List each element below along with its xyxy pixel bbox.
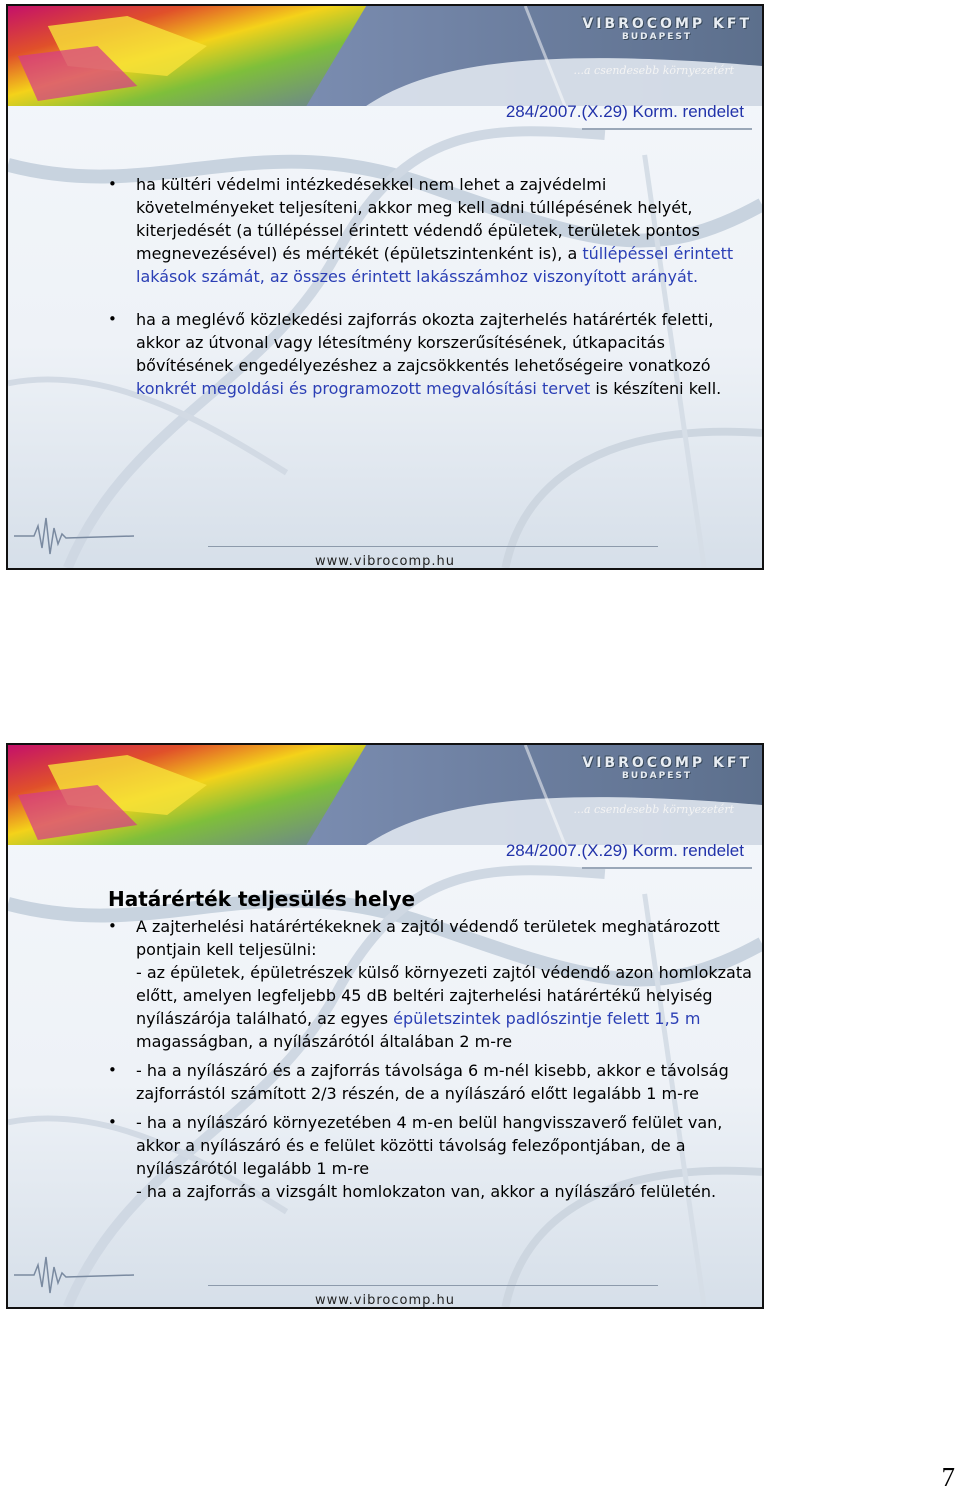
bullet-text: • A zajterhelési határértékeknek a zajtól védendő területek meghatározott pontjain kell teljesülni: [136, 917, 720, 959]
slide-content [108, 173, 738, 417]
bullet-text: - ha a nyílászáró és a zajforrás távolsága 6 m-nél kisebb, akkor e távolság zajforrástól számított 2/3 részén, de a nyílászáró előtt legalább 1 m-re [136, 1061, 729, 1103]
bullet-text: • - ha a nyílászáró környezetében 4 m-en belül hangvisszaverő felület van, akkor a nyílászáró és e felület közötti távolság felezőpontjában, de a nyílászárótól legalább 1 m-re [136, 1113, 723, 1178]
company-logo [582, 755, 752, 781]
logo-city: BUDAPEST [622, 771, 692, 781]
bullet-item [108, 915, 758, 1053]
bullet-text: - ha a zajforrás a vizsgált homlokzaton van, akkor a nyílászáró felületén. [136, 1182, 717, 1201]
logo-tagline: ...a csendesebb környezetért [573, 64, 734, 77]
bullet-item [108, 1111, 758, 1203]
footer-url: www.vibrocomp.hu [314, 1293, 456, 1308]
slide-title: Határérték teljesülés helye [108, 887, 416, 911]
header-divider [582, 867, 752, 869]
highlighted-text: épületszintek padlószintje felett 1,5 m [393, 1009, 701, 1028]
logo-city: BUDAPEST [622, 32, 692, 42]
logo-name: VIBROCOMP KFT [582, 755, 752, 771]
bullet-item [108, 1059, 758, 1105]
bullet-text: magasságban, a nyílászárótól általában 2 m-re [136, 1032, 513, 1051]
slide-1 [6, 4, 764, 570]
slide-content [108, 888, 758, 1220]
bullet-item [108, 173, 738, 288]
page-number: 7 [941, 1462, 955, 1492]
slide-2 [6, 743, 764, 1309]
footer-url: www.vibrocomp.hu [314, 554, 456, 569]
footer-divider [208, 546, 658, 547]
bullet-text: ha kültéri védelmi intézkedésekkel nem lehet a zajvédelmi követelményeket teljesíteni, akkor meg kell adni túllépésének helyét, kiterjedését (a túllépéssel érintett védendő épületek, területek pontos megnevezésével) és mértékét (épületszintenként is), a [136, 175, 700, 263]
highlighted-text: túllépéssel érintett lakások számát, az összes érintett lakásszámhoz viszonyított arányát. [136, 244, 734, 286]
regulation-reference: 284/2007.(X.29) Korm. rendelet [505, 841, 744, 860]
company-logo [582, 16, 752, 42]
logo-tagline: ...a csendesebb környezetért [573, 803, 734, 816]
regulation-reference: 284/2007.(X.29) Korm. rendelet [505, 102, 744, 121]
bullet-text: - az épületek, épületrészek külső környezeti zajtól védendő azon homlokzata előtt, amelyen legfeljebb 45 dB beltéri zajterhelési határértékű helyiség nyílászárója található, az egyes [136, 963, 752, 1028]
highlighted-text: konkrét megoldási és programozott megvalósítási tervet [136, 379, 591, 398]
bullet-text: is készíteni kell. [590, 379, 722, 398]
header-divider [582, 128, 752, 130]
bullet-text: ha a meglévő közlekedési zajforrás okozta zajterhelés határérték feletti, akkor az útvonal vagy létesítmény korszerűsítésének, útkapacitás bővítésének engedélyezéshez a zajcsökkentés lehetőségeire vonatkozó [136, 310, 714, 375]
logo-name: VIBROCOMP KFT [582, 16, 752, 32]
bullet-item [108, 308, 738, 400]
footer-divider [208, 1285, 658, 1286]
